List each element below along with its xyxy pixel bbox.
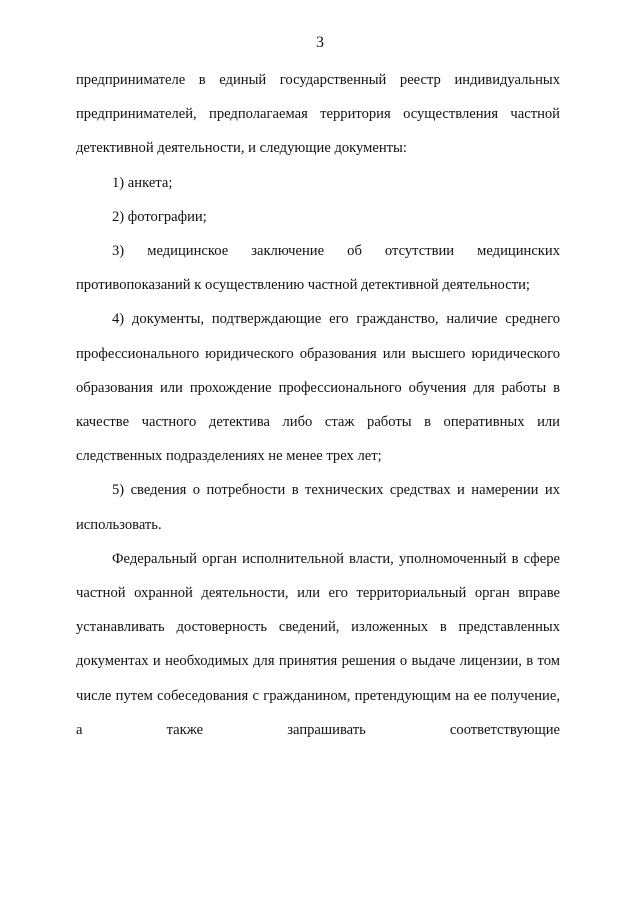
page-number: 3 [316, 34, 324, 51]
list-item-questionnaire: 1) анкета; [112, 174, 173, 191]
list-item-photographs: 2) фотографии; [112, 208, 207, 225]
paragraph-continuation: предпринимателе в единый государственный реестр индивидуальных предпринимателей, предполагаемая территория осуществления частной детективной деятельности, и следующие документы: [76, 72, 560, 157]
list-item-citizenship-documents: 4) документы, подтверждающие его гражданство, наличие среднего профессионального юридического образования или высшего юридического образования или прохождение профессионального обучения для работы в качестве частного детектива либо стаж работы в оперативных или следственных подразделениях не менее трех лет; [76, 311, 560, 465]
document-body [76, 63, 560, 747]
paragraph-federal-authority: Федеральный орган исполнительной власти, уполномоченный в сфере частной охранной деятельности, или его территориальный орган вправе устанавливать достоверность сведений, изложенных в представленных документах и необходимых для принятия решения о выдаче лицензии, в том числе путем собеседования с гражданином, претендующим на ее получение, а также запрашивать соответствующие [76, 550, 560, 738]
list-item-technical-means: 5) сведения о потребности в технических средствах и намерении их использовать. [76, 482, 560, 533]
list-item-medical-certificate: 3) медицинское заключение об отсутствии медицинских противопоказаний к осуществлению частной детективной деятельности; [76, 243, 560, 294]
